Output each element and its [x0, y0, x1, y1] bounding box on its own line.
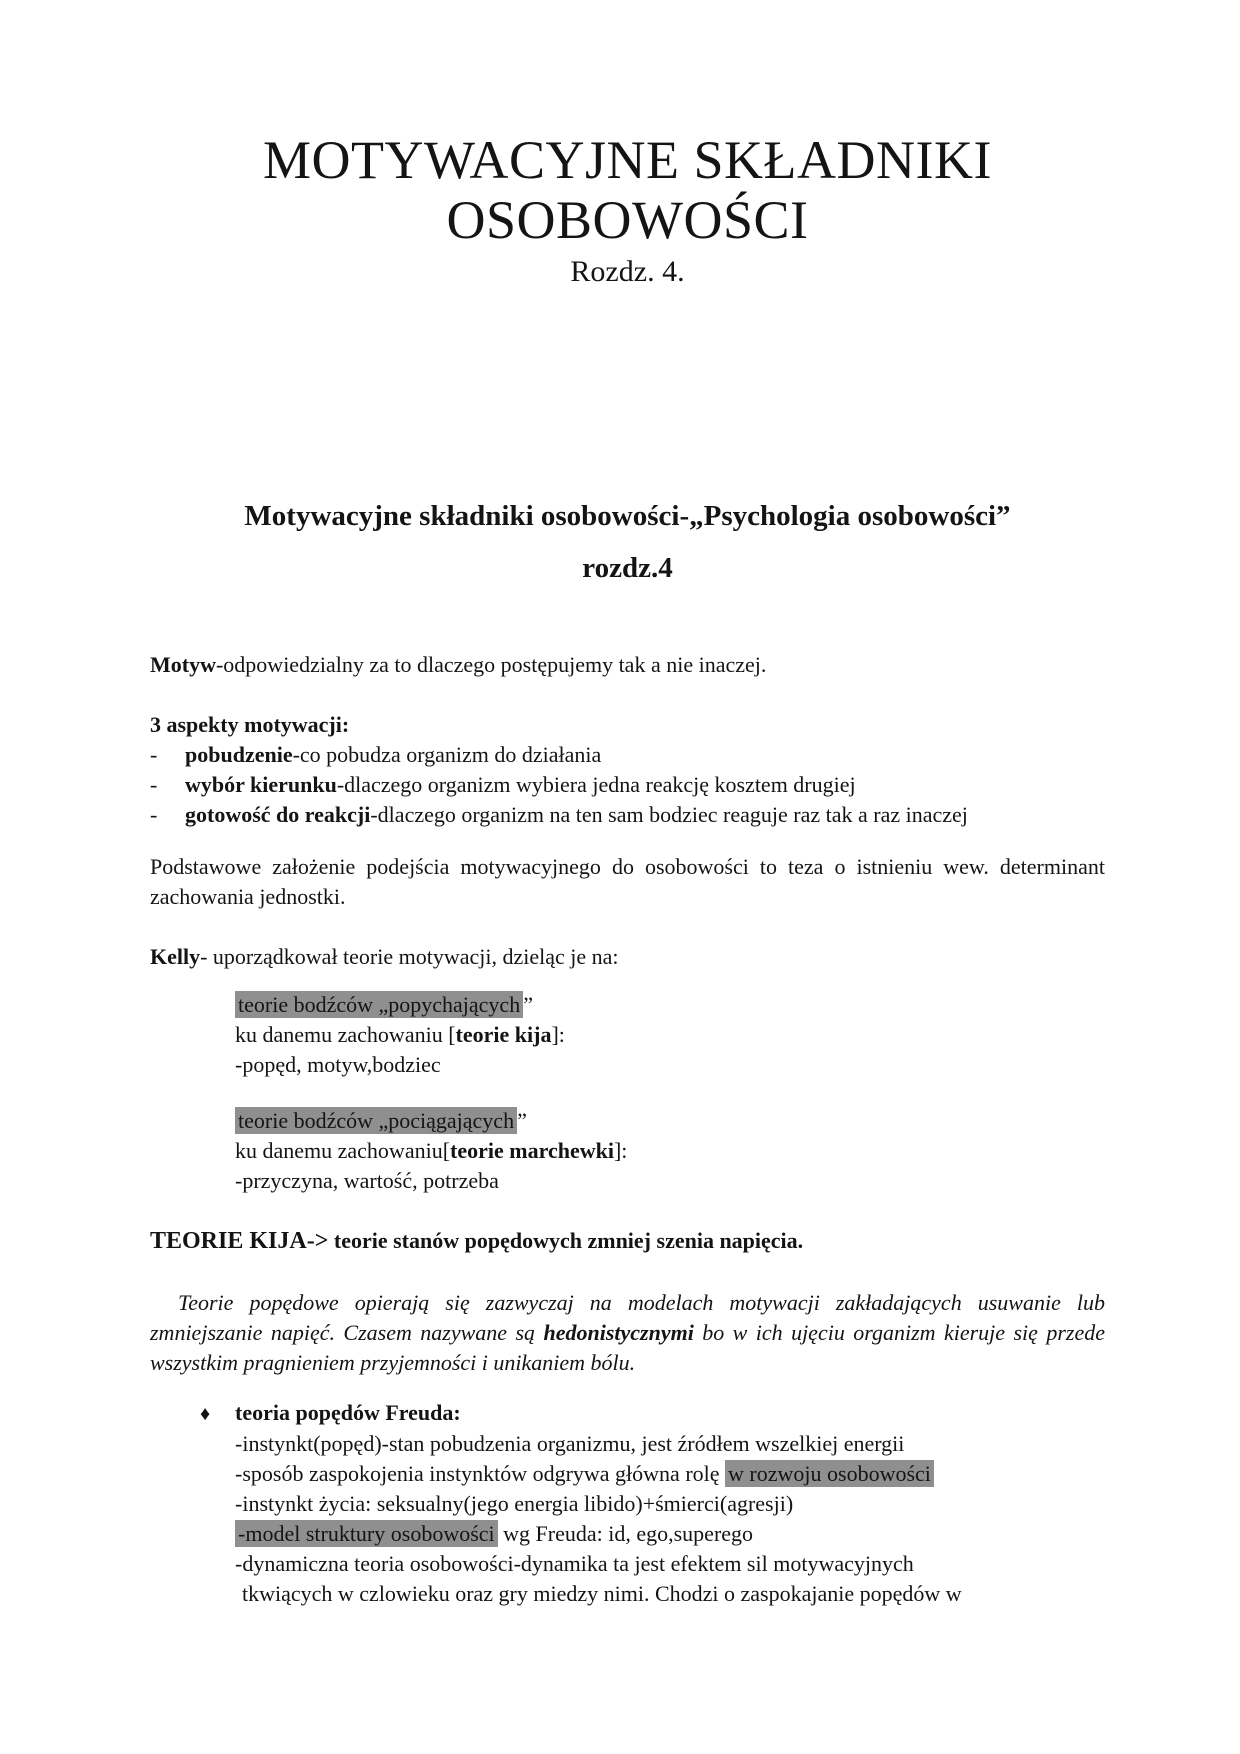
kija-heading-caps: TEORIE KIJA-> — [150, 1228, 329, 1254]
freud-line-instynkt: -instynkt(popęd)-stan pobudzenia organizmu, jest źródłem wszelkiej energii — [235, 1431, 905, 1456]
dash-marker: - — [150, 802, 158, 827]
pull-theories-block — [235, 1106, 1105, 1196]
closing-quote: ” — [517, 1108, 527, 1133]
document-title — [150, 130, 1105, 250]
list-item-pobudzenie — [150, 740, 1105, 770]
freud-line-continuation: tkwiących w czlowieku oraz gry miedzy nimi. Chodzi o zaspokajanie popędów w — [242, 1581, 962, 1606]
freud-line4-rest: wg Freuda: id, ego,superego — [497, 1521, 754, 1546]
closing-quote: ” — [523, 992, 533, 1017]
list-item-wybor-kierunku — [150, 770, 1105, 800]
aspect-text: -co pobudza organizm do działania — [292, 742, 602, 767]
kelly-line — [150, 942, 1105, 972]
pull-theories-line-2 — [235, 1136, 1105, 1166]
pull-theories-line-3: -przyczyna, wartość, potrzeba — [235, 1168, 499, 1193]
freud-line-dynamiczna: -dynamiczna teoria osobowości-dynamika ta jest efektem sil motywacyjnych — [235, 1551, 914, 1576]
drive-theories-paragraph — [150, 1288, 1105, 1378]
highlighted-text-pull: teorie bodźców „pociągających — [235, 1107, 517, 1134]
title-line-1: MOTYWACYJNE SKŁADNIKI — [263, 130, 992, 190]
list-item-gotowosc-do-reakcji — [150, 800, 1105, 830]
aspect-text: -dlaczego organizm wybiera jedna reakcję kosztem drugiej — [336, 772, 856, 797]
freud-line2-text: -sposób zaspokojenia instynktów odgrywa główna rolę — [235, 1461, 726, 1486]
kija-heading-rest: teorie stanów popędowych zmniej szenia napięcia. — [328, 1228, 804, 1253]
chapter-heading: Rozdz. 4. — [570, 255, 685, 288]
assumption-paragraph: Podstawowe założenie podejścia motywacyjnego do osobowości to teza o istnieniu wew. determinant zachowania jednostki. — [150, 854, 1105, 909]
freud-section — [235, 1429, 1105, 1609]
dash-marker: - — [150, 772, 158, 797]
aspect-term: gotowość do reakcji — [185, 802, 371, 827]
push-theories-line-2 — [235, 1020, 1105, 1050]
kelly-term: Kelly — [150, 944, 201, 969]
aspects-heading: 3 aspekty motywacji: — [150, 712, 350, 737]
freud-heading: teoria popędów Freuda: — [235, 1400, 461, 1425]
drive-paragraph-post: bo w ich ujęciu organizm kieruje się przede wszystkim pragnieniem przyjemności i unikaniem bólu. — [150, 1320, 1105, 1375]
highlighted-text-model: -model struktury osobowości — [235, 1520, 498, 1547]
kelly-text: - uporządkował teorie motywacji, dzieląc je na: — [200, 944, 619, 969]
teorie-kija-term: teorie kija — [455, 1022, 552, 1047]
aspects-list — [150, 740, 1105, 830]
dash-marker: - — [150, 742, 158, 767]
motyw-term: Motyw — [150, 652, 216, 677]
aspect-term: pobudzenie — [185, 742, 293, 767]
push-theories-block — [235, 990, 1105, 1080]
push-theories-title-line — [235, 990, 1105, 1020]
subtitle-line-1: Motywacyjne składniki osobowości-„Psychologia osobowości” — [244, 500, 1011, 532]
title-line-2: OSOBOWOŚCI — [446, 190, 809, 250]
diamond-bullet-icon: ♦ — [200, 1403, 211, 1425]
motyw-definition-text: -odpowiedzialny za to dlaczego postępujemy tak a nie inaczej. — [215, 652, 767, 677]
pull-line2-pre: ku danemu zachowaniu[ — [235, 1138, 451, 1163]
freud-line-model — [235, 1519, 1105, 1549]
freud-heading-line — [200, 1398, 1105, 1429]
push-theories-line-3: -popęd, motyw,bodziec — [235, 1052, 441, 1077]
pull-line2-post: ]: — [613, 1138, 628, 1163]
kija-section-heading — [150, 1226, 1105, 1256]
freud-line-instynkt-zycia: -instynkt życia: seksualny(jego energia libido)+śmierci(agresji) — [235, 1491, 794, 1516]
aspect-text: -dlaczego organizm na ten sam bodziec reaguje raz tak a raz inaczej — [370, 802, 968, 827]
freud-line-sposob — [235, 1459, 1105, 1489]
aspect-term: wybór kierunku — [185, 772, 337, 797]
highlighted-text-rozwoj: w rozwoju osobowości — [725, 1460, 934, 1487]
hedonistic-term: hedonistycznymi — [543, 1320, 694, 1345]
motyw-definition — [150, 650, 1105, 680]
drive-paragraph-pre: Teorie popędowe opierają się zazwyczaj na modelach motywacji zakładających usuwanie lub zmniejszanie napięć. Czasem nazywane są — [150, 1290, 1105, 1345]
pull-theories-title-line — [235, 1106, 1105, 1136]
teorie-marchewki-term: teorie marchewki — [450, 1138, 614, 1163]
subtitle-line-2: rozdz.4 — [582, 552, 673, 584]
push-line2-pre: ku danemu zachowaniu [ — [235, 1022, 456, 1047]
push-line2-post: ]: — [551, 1022, 565, 1047]
document-subtitle — [150, 490, 1105, 594]
highlighted-text-push: teorie bodźców „popychających — [235, 991, 523, 1018]
